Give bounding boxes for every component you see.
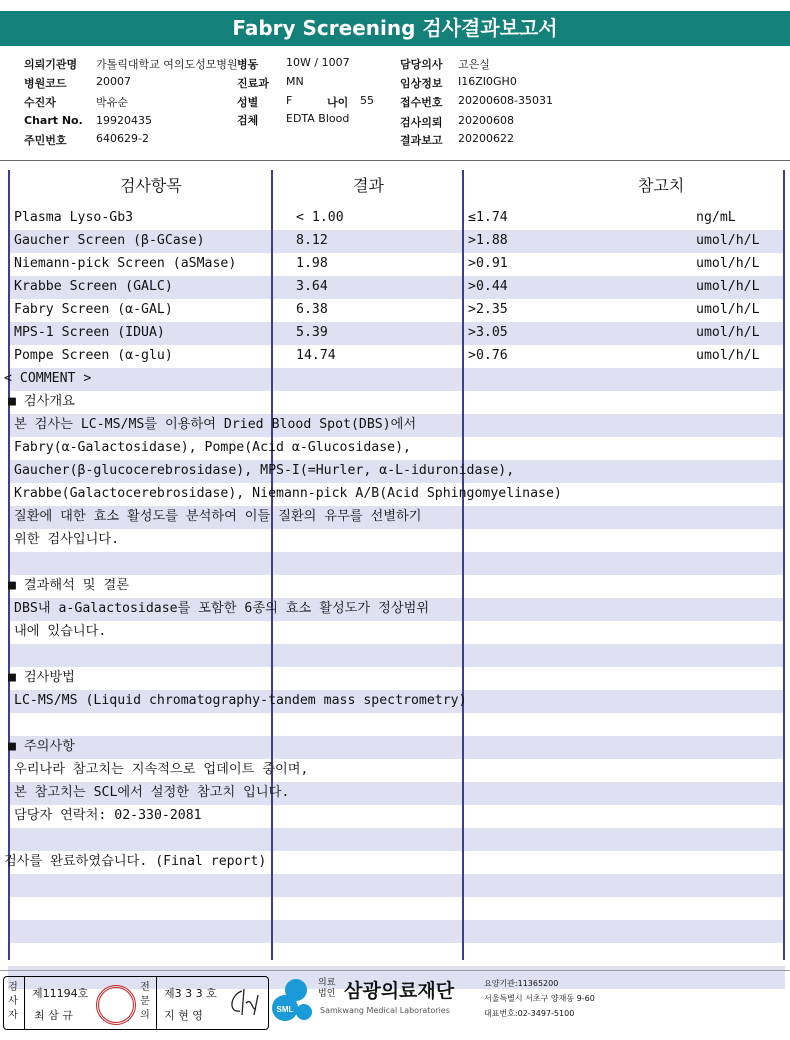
overview-line: 위한 검사입니다. bbox=[14, 532, 120, 547]
org-phone: 대표번호:02-3497-5100 bbox=[484, 1009, 575, 1018]
interpretation-line: 내에 있습니다. bbox=[14, 624, 107, 639]
result-unit: umol/h/L bbox=[696, 256, 760, 271]
request-value: 20200608 bbox=[458, 114, 514, 127]
clinical-value: I16ZI0GH0 bbox=[458, 75, 517, 88]
row-stripe bbox=[8, 943, 785, 966]
reference-range: >1.88 bbox=[468, 233, 508, 248]
result-item: Fabry Screen (α-GAL) bbox=[14, 302, 173, 317]
result-unit: umol/h/L bbox=[696, 302, 760, 317]
result-value: 8.12 bbox=[296, 233, 328, 248]
signature-divider bbox=[156, 977, 157, 1029]
reference-range: ≤1.74 bbox=[468, 210, 508, 225]
result-unit: umol/h/L bbox=[696, 348, 760, 363]
result-item: Pompe Screen (α-glu) bbox=[14, 348, 173, 363]
seal-stamp bbox=[96, 985, 136, 1025]
reference-range: >0.76 bbox=[468, 348, 508, 363]
signature-divider bbox=[24, 977, 25, 1029]
overview-line: Krabbe(Galactocerebrosidase), Niemann-pick A/B(Acid Sphingomyelinase) bbox=[14, 486, 562, 501]
org-english: Samkwang Medical Laboratories bbox=[320, 1006, 450, 1015]
sex-label: 성별 bbox=[237, 96, 259, 109]
overview-line: Gaucher(β-glucocerebrosidase), MPS-I(=Hurler, α-L-iduronidase), bbox=[14, 463, 515, 478]
chart-value: 19920435 bbox=[96, 114, 152, 127]
table-divider-1 bbox=[271, 170, 273, 960]
row-stripe bbox=[8, 897, 785, 920]
institution-label: 의뢰기관명 bbox=[24, 58, 78, 71]
section-interpretation-title: ■ 결과해석 및 결론 bbox=[8, 578, 129, 593]
result-item: MPS-1 Screen (IDUA) bbox=[14, 325, 165, 340]
method-line: LC-MS/MS (Liquid chromatography-tandem mass spectrometry) bbox=[14, 693, 467, 708]
report-date-label: 결과보고 bbox=[400, 134, 443, 147]
result-item: Niemann-pick Screen (aSMase) bbox=[14, 256, 237, 271]
signature-box bbox=[3, 976, 269, 1030]
org-name: 삼광의료재단 bbox=[344, 980, 455, 1002]
result-item: Gaucher Screen (β-GCase) bbox=[14, 233, 205, 248]
result-value: 3.64 bbox=[296, 279, 328, 294]
result-value: < 1.00 bbox=[296, 210, 344, 225]
overview-line: 질환에 대한 효소 활성도를 분석하여 이들 질환의 유무를 선별하기 bbox=[14, 509, 422, 524]
age-value: 55 bbox=[360, 94, 374, 107]
caution-line: 우리나라 참고치는 지속적으로 업데이트 중이며, bbox=[14, 762, 309, 777]
row-stripe bbox=[8, 529, 785, 552]
inspector-license: 제11194호 bbox=[32, 987, 89, 1000]
ward-label: 병동 bbox=[237, 58, 259, 71]
row-stripe bbox=[8, 667, 785, 690]
dept-label: 진료과 bbox=[237, 77, 269, 90]
rrn-label: 주민번호 bbox=[24, 134, 67, 147]
doctor-label: 담당의사 bbox=[400, 58, 443, 71]
receipt-label: 접수번호 bbox=[400, 96, 443, 109]
final-report-note: 검사를 완료하였습니다. (Final report) bbox=[4, 854, 267, 869]
chart-label: Chart No. bbox=[24, 114, 83, 127]
dept-value: MN bbox=[286, 75, 304, 88]
inspector-role-label: 검사자 bbox=[8, 982, 18, 1021]
row-stripe bbox=[8, 920, 785, 943]
row-stripe bbox=[8, 552, 785, 575]
result-value: 1.98 bbox=[296, 256, 328, 271]
inspector-name: 최 삼 규 bbox=[34, 1009, 73, 1022]
reference-range: >2.35 bbox=[468, 302, 508, 317]
specialist-name: 지 현 영 bbox=[164, 1009, 203, 1022]
header-item: 검사항목 bbox=[120, 176, 182, 195]
rrn-value: 640629-2 bbox=[96, 132, 149, 145]
row-stripe bbox=[8, 644, 785, 667]
row-stripe bbox=[8, 874, 785, 897]
sml-logo-icon bbox=[272, 978, 312, 1024]
reference-range: >0.44 bbox=[468, 279, 508, 294]
result-unit: umol/h/L bbox=[696, 233, 760, 248]
comment-header: < COMMENT > bbox=[4, 371, 92, 386]
result-unit: ng/mL bbox=[696, 210, 736, 225]
row-stripe bbox=[8, 736, 785, 759]
row-stripe bbox=[8, 391, 785, 414]
specimen-label: 검체 bbox=[237, 114, 259, 127]
specialist-role-label: 전문의 bbox=[140, 982, 150, 1021]
caution-line: 담당자 연락처: 02-330-2081 bbox=[14, 808, 202, 823]
patient-value: 박유순 bbox=[96, 96, 128, 109]
hospital-code-label: 병원코드 bbox=[24, 77, 67, 90]
section-method-title: ■ 검사방법 bbox=[8, 670, 75, 685]
header-divider bbox=[0, 160, 790, 161]
logo-text: SML bbox=[276, 1005, 294, 1014]
result-value: 5.39 bbox=[296, 325, 328, 340]
header-reference: 참고치 bbox=[638, 176, 685, 195]
reference-range: >3.05 bbox=[468, 325, 508, 340]
header-result: 결과 bbox=[353, 176, 384, 195]
org-code: 요양기관:11365200 bbox=[484, 979, 559, 988]
result-value: 6.38 bbox=[296, 302, 328, 317]
result-unit: umol/h/L bbox=[696, 279, 760, 294]
overview-line: Fabry(α-Galactosidase), Pompe(Acid α-Glucosidase), bbox=[14, 440, 411, 455]
doctor-value: 고은실 bbox=[458, 58, 490, 71]
section-caution-title: ■ 주의사항 bbox=[8, 739, 75, 754]
table-divider-2 bbox=[462, 170, 464, 960]
result-table bbox=[4, 170, 785, 960]
overview-line: 본 검사는 LC-MS/MS를 이용하여 Dried Blood Spot(DBS)에서 bbox=[14, 417, 417, 432]
sex-value: F bbox=[286, 94, 293, 107]
row-stripe bbox=[8, 713, 785, 736]
patient-label: 수진자 bbox=[24, 96, 56, 109]
reference-range: >0.91 bbox=[468, 256, 508, 271]
handwritten-signature bbox=[224, 985, 264, 1021]
org-prefix: 의료법인 bbox=[318, 978, 336, 999]
caution-line: 본 참고치는 SCL에서 설정한 참고치 입니다. bbox=[14, 785, 290, 800]
footer-divider bbox=[0, 970, 790, 971]
hospital-code-value: 20007 bbox=[96, 75, 131, 88]
result-value: 14.74 bbox=[296, 348, 336, 363]
result-item: Krabbe Screen (GALC) bbox=[14, 279, 173, 294]
specialist-license: 제3 3 3 호 bbox=[164, 987, 217, 1000]
specimen-value: EDTA Blood bbox=[286, 112, 350, 125]
request-label: 검사의뢰 bbox=[400, 116, 443, 129]
age-label: 나이 bbox=[327, 96, 349, 109]
interpretation-line: DBS내 a-Galactosidase를 포함한 6종의 효소 활성도가 정상범위 bbox=[14, 601, 430, 616]
result-unit: umol/h/L bbox=[696, 325, 760, 340]
section-overview-title: ■ 검사개요 bbox=[8, 394, 75, 409]
clinical-label: 임상정보 bbox=[400, 77, 443, 90]
report-date-value: 20200622 bbox=[458, 132, 514, 145]
table-border-right bbox=[783, 170, 785, 960]
ward-value: 10W / 1007 bbox=[286, 56, 350, 69]
report-title: Fabry Screening 검사결과보고서 bbox=[0, 11, 790, 46]
table-border-left bbox=[8, 170, 10, 960]
patient-info bbox=[0, 52, 790, 152]
row-stripe bbox=[8, 828, 785, 851]
row-stripe bbox=[8, 621, 785, 644]
org-address: 서울특별시 서초구 양재동 9-60 bbox=[484, 994, 595, 1003]
receipt-value: 20200608-35031 bbox=[458, 94, 553, 107]
institution-value: 가톨릭대학교 여의도성모병원 bbox=[96, 58, 238, 71]
result-item: Plasma Lyso-Gb3 bbox=[14, 210, 134, 225]
row-stripe bbox=[8, 368, 785, 391]
